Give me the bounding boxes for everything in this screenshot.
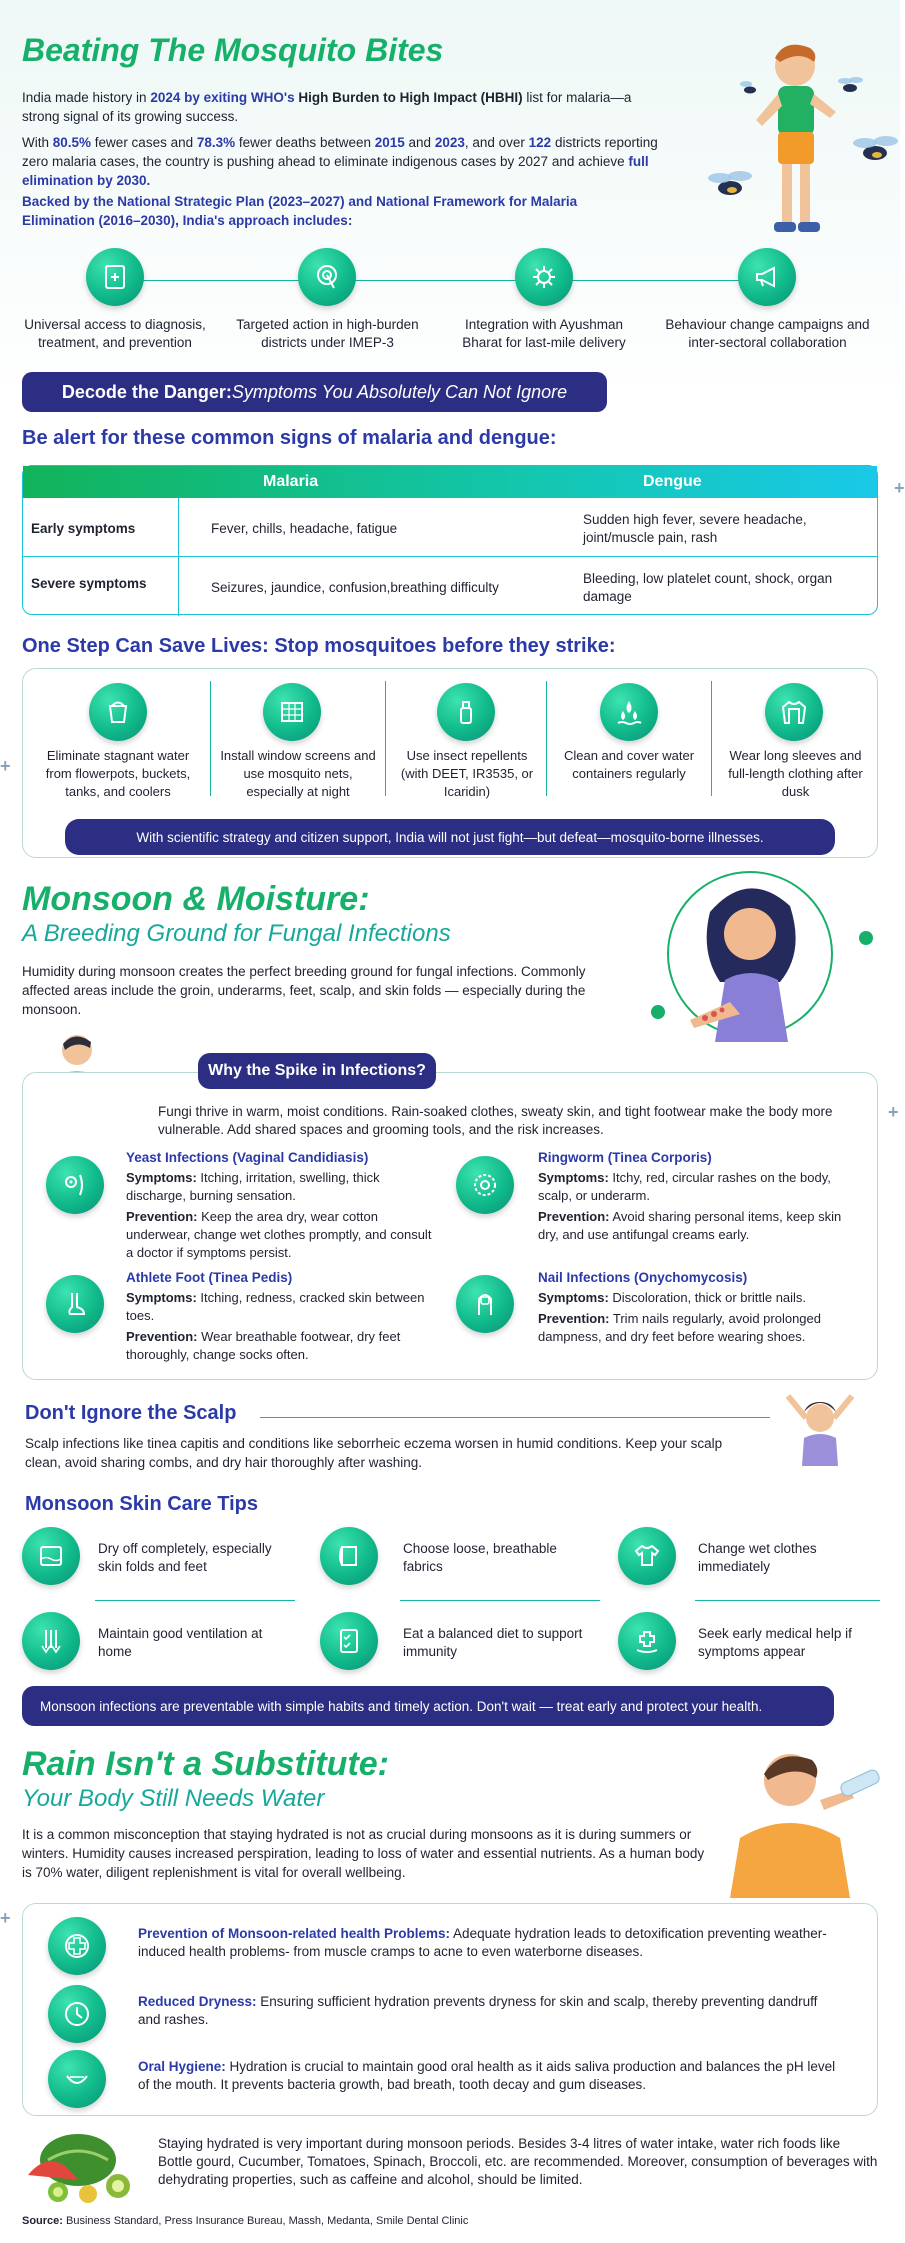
decor-plus-icon: +: [894, 478, 905, 498]
infection-card-athlete-foot: [126, 1270, 436, 1364]
clock-icon: [48, 1985, 106, 2043]
megaphone-icon: [738, 248, 796, 306]
tip-separator: [695, 1600, 880, 1601]
step-label: Use insect repellents (with DEET, IR3535, or Icaridin): [400, 748, 534, 799]
fruits-illustration: [18, 2120, 153, 2210]
monsoon-moisture-title: Monsoon & Moisture:: [22, 880, 370, 918]
infection-card-ringworm: [538, 1150, 858, 1244]
mosquito-icon: [740, 81, 756, 94]
approach-label: Behaviour change campaigns and inter-sectoral collaboration: [665, 317, 870, 350]
man-drinking-illustration: [700, 1738, 890, 1898]
decor-plus-icon: +: [0, 756, 11, 776]
benefit-item: Reduced Dryness: Ensuring sufficient hydration prevents dryness for skin and scalp, thereby preventing dandruff and rashes.: [138, 1994, 818, 2027]
infection-prevention: Prevention: Keep the area dry, wear cotton underwear, change wet clothes promptly, and consult a doctor if symptoms persist.: [126, 1209, 432, 1260]
tip-label: Seek early medical help if symptoms appear: [698, 1626, 852, 1659]
infection-prevention: Prevention: Avoid sharing personal items, keep skin dry, and use antifungal creams early.: [538, 1209, 842, 1242]
step-divider: [711, 681, 712, 796]
medical-cross-icon: [48, 1917, 106, 1975]
table-row: [23, 556, 877, 614]
boy-mosquito-illustration: [690, 28, 900, 243]
source-line: Source: Business Standard, Press Insurance Bureau, Massh, Medanta, Smile Dental Clinic: [22, 2215, 469, 2227]
nail-icon: [456, 1275, 514, 1333]
water-drops-icon: [600, 683, 658, 741]
infection-card-nail: [538, 1270, 858, 1346]
infection-title: Nail Infections (Onychomycosis): [538, 1270, 748, 1285]
target-hand-icon: [298, 248, 356, 306]
tip-label: Dry off completely, especially skin folds and feet: [98, 1541, 272, 1574]
intro-paragraph-2: With 80.5% fewer cases and 78.3% fewer deaths between 2015 and 2023, and over 122 districts reporting zero malaria cases, the country is pushing ahead to eliminate indigenous cases by 2027 and achieve full elimination by 2030.: [22, 135, 658, 188]
water-subtitle: Your Body Still Needs Water: [22, 1785, 325, 1812]
woman-rash-illustration: [630, 862, 890, 1052]
smile-icon: [48, 2050, 106, 2108]
spray-bottle-icon: [437, 683, 495, 741]
dengue-cell: Sudden high fever, severe headache, joint/muscle pain, rash: [583, 512, 807, 545]
clipboard-plus-icon: [86, 248, 144, 306]
title-beating-mosquito: Beating The Mosquito Bites: [22, 32, 444, 68]
medical-hand-icon: [618, 1612, 676, 1670]
infection-symptoms: Symptoms: Itching, irritation, swelling, thick discharge, burning sensation.: [126, 1170, 380, 1203]
tip-separator: [400, 1600, 600, 1601]
tip-label: Maintain good ventilation at home: [98, 1626, 263, 1659]
infection-symptoms: Symptoms: Itchy, red, circular rashes on the body, scalp, or underarm.: [538, 1170, 831, 1203]
why-spike-text: Fungi thrive in warm, moist conditions. Rain-soaked clothes, sweaty skin, and tight footwear make the body more vulnerable. Add shared spaces and grooming tools, and the risk increases.: [158, 1104, 833, 1137]
infection-card-yeast: [126, 1150, 436, 1262]
hydration-closing: Staying hydrated is very important during monsoon periods. Besides 3-4 litres of water intake, water rich foods like Bottle gourd, Cucumber, Tomatoes, Spinach, Broccoli, etc. are recommended. Moreover, consumption of beverages with dehydrating properties, such as caffeine and alcohol, should be limited.: [158, 2136, 878, 2187]
approach-row: [0, 248, 900, 358]
step-label: Clean and cover water containers regularly: [563, 748, 695, 781]
symptom-table-header: [23, 466, 877, 498]
why-spike-banner: Why the Spike in Infections?: [198, 1053, 436, 1089]
prevention-steps-box: [22, 668, 878, 858]
malaria-cell: Seizures, jaundice, confusion,breathing difficulty: [211, 580, 499, 595]
scalp-text: Scalp infections like tinea capitis and conditions like seborrheic eczema worsen in humid conditions. Keep your scalp clean, avoid sharing combs, and dry hair thoroughly after washing.: [25, 1436, 723, 1470]
diet-checklist-icon: [320, 1612, 378, 1670]
malaria-cell: Fever, chills, headache, fatigue: [211, 521, 398, 536]
infection-symptoms: Symptoms: Discoloration, thick or brittle nails.: [538, 1290, 807, 1305]
save-lives-heading: One Step Can Save Lives: Stop mosquitoes before they strike:: [22, 635, 616, 657]
tip-label: Choose loose, breathable fabrics: [403, 1541, 557, 1574]
long-sleeve-shirt-icon: [765, 683, 823, 741]
infection-title: Athlete Foot (Tinea Pedis): [126, 1270, 293, 1285]
tip-label: Eat a balanced diet to support immunity: [403, 1626, 583, 1659]
rain-title: Rain Isn't a Substitute:: [22, 1745, 389, 1783]
window-screen-icon: [263, 683, 321, 741]
towel-icon: [22, 1527, 80, 1585]
scalp-heading-line: [260, 1417, 770, 1418]
step-divider: [210, 681, 211, 796]
mosquito-icon: [708, 171, 752, 195]
woman-scalp-illustration: [770, 1388, 870, 1468]
shirt-drip-icon: [618, 1527, 676, 1585]
gear-handshake-icon: [515, 248, 573, 306]
intro-paragraph-1: India made history in 2024 by exiting WHO's High Burden to High Impact (HBHI) list for malaria—a strong signal of its growing success.: [22, 90, 632, 124]
table-divider: [178, 498, 179, 616]
infection-title: Ringworm (Tinea Corporis): [538, 1150, 712, 1165]
mosquito-icon: [853, 136, 898, 160]
decor-plus-icon: +: [0, 1908, 11, 1928]
infection-prevention: Prevention: Trim nails regularly, avoid prolonged dampness, and dry feet before wearing shoes.: [538, 1311, 821, 1344]
dengue-cell: Bleeding, low platelet count, shock, organ damage: [583, 571, 833, 604]
tip-label: Change wet clothes immediately: [698, 1541, 817, 1574]
infection-prevention: Prevention: Wear breathable footwear, dry feet thoroughly, change socks often.: [126, 1329, 401, 1362]
preventable-banner: Monsoon infections are preventable with simple habits and timely action. Don't wait — treat early and protect your health.: [22, 1686, 834, 1726]
bucket-icon: [89, 683, 147, 741]
decor-plus-icon: +: [888, 1102, 899, 1122]
ringworm-icon: [456, 1156, 514, 1214]
column-header-malaria: Malaria: [263, 473, 319, 490]
ventilation-icon: [22, 1612, 80, 1670]
approach-label: Integration with Ayushman Bharat for last-mile delivery: [462, 317, 626, 350]
column-header-dengue: Dengue: [643, 473, 702, 490]
approach-label: Universal access to diagnosis, treatment, and prevention: [24, 317, 206, 350]
step-divider: [385, 681, 386, 796]
infection-title: Yeast Infections (Vaginal Candidiasis): [126, 1150, 369, 1165]
row-label: Severe symptoms: [31, 576, 147, 591]
scalp-heading: Don't Ignore the Scalp: [25, 1402, 237, 1424]
india-defeat-banner: With scientific strategy and citizen support, India will not just fight—but defeat—mosquito-borne illnesses.: [65, 819, 835, 855]
decode-danger-banner: Decode the Danger: Symptoms You Absolutely Can Not Ignore: [22, 372, 607, 412]
fungal-subtitle: A Breeding Ground for Fungal Infections: [22, 920, 451, 947]
infection-symptoms: Symptoms: Itching, redness, cracked skin between toes.: [126, 1290, 425, 1323]
step-label: Eliminate stagnant water from flowerpots, buckets, tanks, and coolers: [45, 748, 191, 799]
fabric-icon: [320, 1527, 378, 1585]
mosquito-icon: [838, 77, 863, 92]
symptom-table: [22, 465, 878, 615]
step-label: Wear long sleeves and full-length clothing after dusk: [728, 748, 863, 799]
skin-care-heading: Monsoon Skin Care Tips: [25, 1493, 258, 1515]
step-label: Install window screens and use mosquito nets, especially at night: [220, 748, 376, 799]
step-divider: [546, 681, 547, 796]
row-label: Early symptoms: [31, 521, 136, 536]
hydration-intro: It is a common misconception that staying hydrated is not as crucial during monsoons as it is during summers or winters. Humidity causes increased perspiration, leading to loss of water and essential nutrients. As a human body is 70% water, diligent replenishment is vital for overall wellbeing.: [22, 1827, 705, 1880]
fungal-intro: Humidity during monsoon creates the perfect breeding ground for fungal infections. Commonly affected areas include the groin, underarms, feet, scalp, and skin folds — especially during the monsoon.: [22, 964, 586, 1017]
yeast-icon: [46, 1156, 104, 1214]
alert-heading: Be alert for these common signs of malaria and dengue:: [22, 427, 557, 449]
approach-intro: Backed by the National Strategic Plan (2023–2027) and National Framework for Malaria Elimination (2016–2030), India's approach includes:: [22, 194, 578, 228]
approach-label: Targeted action in high-burden districts under IMEP-3: [236, 317, 419, 350]
table-row: [23, 498, 877, 556]
benefit-item: Oral Hygiene: Hydration is crucial to maintain good oral health as it aids saliva production and balances the pH level of the mouth. It prevents bacteria growth, bad breath, tooth decay and gum diseases.: [138, 2059, 836, 2092]
tip-separator: [95, 1600, 295, 1601]
foot-icon: [46, 1275, 104, 1333]
benefit-item: Prevention of Monsoon-related health Problems: Adequate hydration leads to detoxification preventing weather-induced health problems- from muscle cramps to acne to even waterborne diseases.: [138, 1926, 827, 1959]
